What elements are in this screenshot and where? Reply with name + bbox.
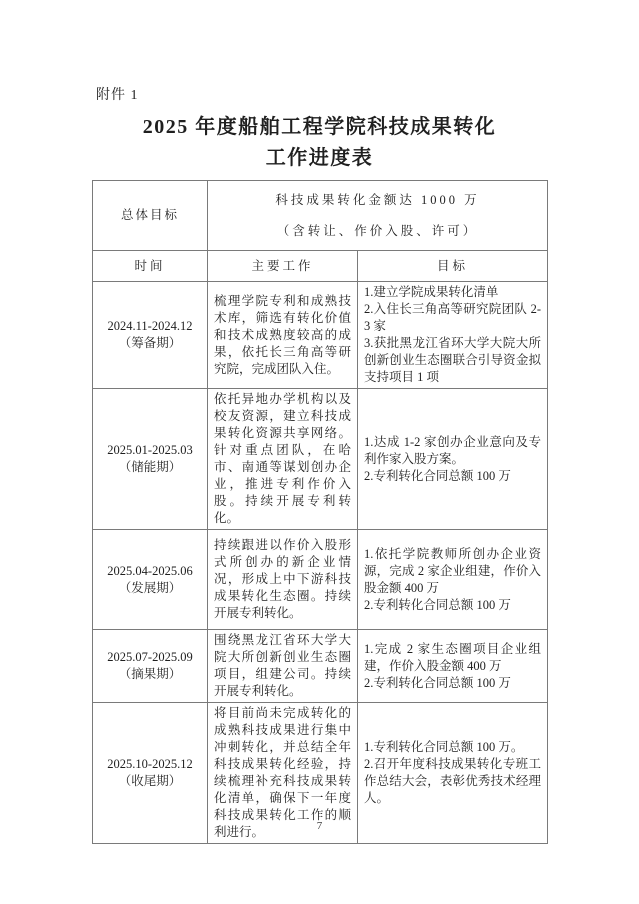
phase-name: （发展期）: [118, 580, 182, 595]
goal-item: 1.专利转化合同总额 100 万。: [364, 740, 524, 754]
overall-goal-note: （含转让、作价入股、许可）: [276, 223, 479, 238]
time-range: 2025.01-2025.03: [107, 443, 193, 457]
time-cell: [93, 282, 208, 389]
phase-name: （筹备期）: [118, 336, 182, 350]
goal-item: 3.获批黑龙江省环大学大院大所创新创业生态圈联合引导资金拟支持项目 1 项: [364, 336, 541, 384]
time-range: 2025.10-2025.12: [107, 757, 193, 771]
goal-cell: [358, 530, 548, 630]
table-row: [93, 530, 548, 630]
time-range: 2024.11-2024.12: [107, 319, 193, 333]
goal-item: 1.依托学院教师所创办企业资源，完成 2 家企业组建，作价入股金额 400 万: [364, 546, 541, 595]
goal-cell: [358, 282, 548, 389]
attachment-label: 附件 1: [96, 88, 139, 103]
main-work-cell: 依托异地办学机构以及校友资源，建立科技成果转化资源共享网络。针对重点团队，在哈市、南通等谋划创办企业，推进专利作价入股。持续开展专利转化。: [208, 389, 358, 530]
column-header-main-work: 主要工作: [208, 251, 358, 282]
time-range: 2025.04-2025.06: [107, 563, 193, 578]
time-cell: [93, 530, 208, 630]
overall-goal-amount: 科技成果转化金额达 1000 万: [275, 192, 480, 207]
phase-name: （收尾期）: [118, 774, 182, 788]
page-title-line2: 工作进度表: [265, 147, 374, 169]
time-range: 2025.07-2025.09: [107, 650, 193, 664]
table-row: [93, 630, 548, 703]
goal-cell: [358, 389, 548, 530]
main-work-cell: 将目前尚未完成转化的成熟科技成果进行集中冲刺转化，并总结全年科技成果转化经验，持续梳理补充科技成果转化清单，确保下一年度科技成果转化工作的顺利进行。: [208, 703, 358, 844]
overall-goal-value: [208, 181, 548, 251]
overall-goal-label: 总体目标: [93, 181, 208, 251]
goal-item: 2.入住长三角高等研究院团队 2-3 家: [364, 302, 541, 333]
page-title: [0, 112, 639, 174]
table-row: [93, 389, 548, 530]
goal-item: 2.召开年度科技成果转化专班工作总结大会，表彰优秀技术经理人。: [364, 757, 541, 805]
progress-table: [92, 180, 548, 844]
goal-item: 1.建立学院成果转化清单: [364, 285, 499, 299]
column-header-row: [93, 251, 548, 282]
column-header-goal: 目标: [358, 251, 548, 282]
main-work-cell: 围绕黑龙江省环大学大院大所创新创业生态圈项目，组建公司。持续开展专利转化。: [208, 630, 358, 703]
goal-item: 2.专利转化合同总额 100 万: [364, 675, 511, 690]
time-cell: [93, 389, 208, 530]
goal-item: 1.完成 2 家生态圈项目企业组建，作价入股金额 400 万: [364, 641, 541, 673]
goal-item: 2.专利转化合同总额 100 万: [364, 468, 511, 483]
phase-name: （储能期）: [118, 460, 182, 474]
overall-goal-row: [93, 181, 548, 251]
table-row: [93, 282, 548, 389]
goal-item: 1.达成 1-2 家创办企业意向及专利作家入股方案。: [364, 434, 541, 466]
phase-name: （摘果期）: [118, 667, 182, 681]
main-work-cell: 梳理学院专利和成熟技术库，筛选有转化价值和技术成熟度较高的成果，依托长三角高等研究院，完成团队入住。: [208, 282, 358, 389]
time-cell: [93, 630, 208, 703]
main-work-cell: 持续跟进以作价入股形式所创办的新企业情况，形成上中下游科技成果转化生态圈。持续开展专利转化。: [208, 530, 358, 630]
column-header-time: 时间: [93, 251, 208, 282]
goal-item: 2.专利转化合同总额 100 万: [364, 597, 511, 612]
goal-cell: [358, 630, 548, 703]
page-number: 7: [316, 820, 323, 832]
page-title-line1: 2025 年度船舶工程学院科技成果转化: [142, 116, 497, 138]
